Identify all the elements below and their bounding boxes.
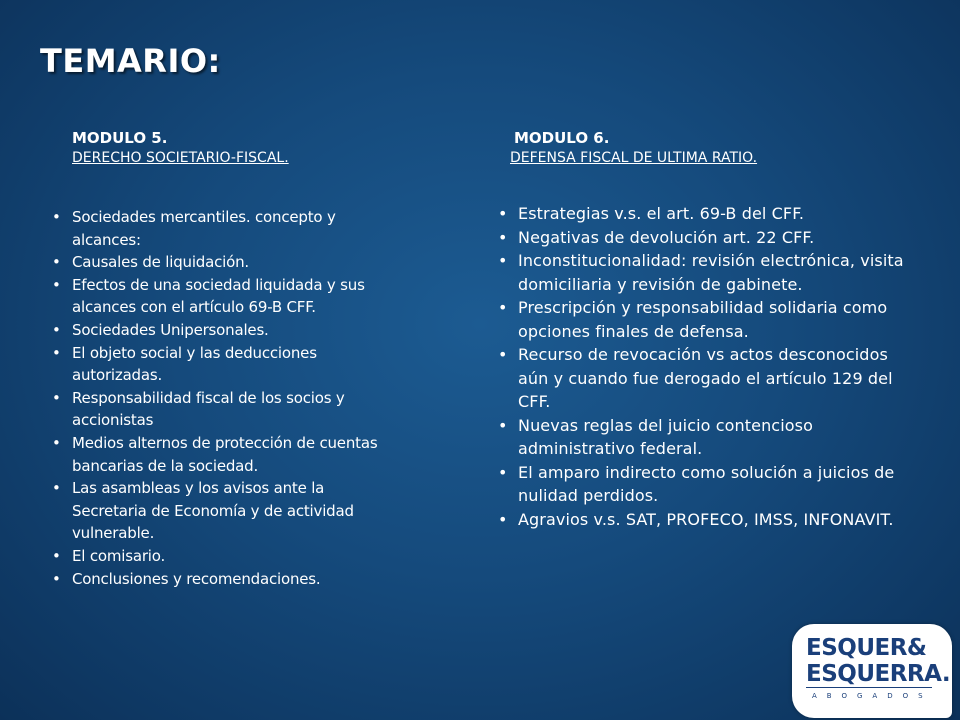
list-item bbox=[498, 461, 908, 508]
module-5-header bbox=[72, 128, 412, 168]
list-item-text: Negativas de devolución art. 22 CFF. bbox=[518, 227, 815, 247]
bullet-icon: • bbox=[52, 433, 61, 452]
logo-tagline: ABOGADOS bbox=[812, 692, 933, 700]
list-item bbox=[52, 342, 392, 387]
list-item-text: Inconstitucionalidad: revisión electrónica, visita domiciliaria y revisión de gabinete. bbox=[518, 251, 904, 294]
list-item bbox=[52, 251, 392, 274]
list-item bbox=[498, 226, 908, 250]
list-item-text: Agravios v.s. SAT, PROFECO, IMSS, INFONAVIT. bbox=[518, 509, 894, 529]
module-5-subtitle: DERECHO SOCIETARIO-FISCAL. bbox=[72, 150, 289, 166]
logo-divider bbox=[806, 687, 932, 688]
module-6-number: MODULO 6. bbox=[514, 129, 610, 147]
module-6-subtitle: DEFENSA FISCAL DE ULTIMA RATIO. bbox=[510, 150, 758, 166]
bullet-icon: • bbox=[498, 204, 508, 223]
bullet-icon: • bbox=[52, 320, 61, 339]
list-item-text: El amparo indirecto como solución a juicios de nulidad perdidos. bbox=[518, 462, 895, 505]
list-item-text: Responsabilidad fiscal de los socios y accionistas bbox=[72, 388, 345, 430]
module-6-header bbox=[512, 128, 912, 168]
bullet-icon: • bbox=[52, 275, 61, 294]
list-item bbox=[498, 202, 908, 226]
list-item bbox=[52, 387, 392, 432]
bullet-icon: • bbox=[498, 345, 508, 364]
bullet-icon: • bbox=[52, 343, 61, 362]
list-item-text: Causales de liquidación. bbox=[72, 253, 249, 272]
list-item-text: Medios alternos de protección de cuentas bancarias de la sociedad. bbox=[72, 433, 378, 475]
list-item bbox=[498, 296, 908, 343]
list-item-text: Nuevas reglas del juicio contencioso administrativo federal. bbox=[518, 415, 813, 458]
list-item-text: Sociedades mercantiles. concepto y alcances: bbox=[72, 208, 336, 249]
list-item-text: Recurso de revocación vs actos desconocidos aún y cuando fue derogado el artículo 129 del CFF. bbox=[518, 345, 893, 411]
list-item-text: Efectos de una sociedad liquidada y sus alcances con el artículo 69-B CFF. bbox=[72, 275, 365, 317]
bullet-icon: • bbox=[498, 298, 508, 317]
list-item bbox=[52, 568, 392, 591]
slide-title: TEMARIO: bbox=[40, 42, 221, 80]
bullet-icon: • bbox=[52, 253, 61, 272]
list-item-text: Prescripción y responsabilidad solidaria como opciones finales de defensa. bbox=[518, 298, 888, 341]
bullet-icon: • bbox=[52, 479, 61, 498]
list-item-text: Estrategias v.s. el art. 69-B del CFF. bbox=[518, 204, 805, 223]
bullet-icon: • bbox=[498, 227, 508, 247]
bullet-icon: • bbox=[52, 208, 61, 226]
list-item-text: El comisario. bbox=[72, 546, 166, 565]
bullet-icon: • bbox=[498, 415, 508, 435]
list-item-text: Las asambleas y los avisos ante la Secretaria de Economía y de actividad vulnerable. bbox=[72, 479, 354, 543]
list-item bbox=[498, 414, 908, 461]
list-item bbox=[498, 508, 908, 532]
bullet-icon: • bbox=[498, 509, 508, 529]
list-item-text: El objeto social y las deducciones autorizadas. bbox=[72, 343, 317, 385]
bullet-icon: • bbox=[52, 569, 61, 588]
list-item bbox=[52, 319, 392, 342]
list-item bbox=[52, 206, 392, 251]
list-item bbox=[52, 432, 392, 477]
list-item bbox=[498, 249, 908, 296]
bullet-icon: • bbox=[52, 388, 61, 407]
list-item-text: Conclusiones y recomendaciones. bbox=[72, 569, 321, 588]
company-logo bbox=[792, 624, 952, 718]
list-item bbox=[52, 274, 392, 319]
list-item-text: Sociedades Unipersonales. bbox=[72, 320, 269, 339]
bullet-icon: • bbox=[498, 462, 508, 482]
list-item bbox=[52, 545, 392, 568]
module-5-number: MODULO 5. bbox=[72, 129, 168, 147]
bullet-icon: • bbox=[52, 546, 61, 565]
bullet-icon: • bbox=[498, 251, 508, 270]
list-item bbox=[498, 343, 908, 414]
module-6-topic-list bbox=[498, 202, 908, 531]
module-5-topic-list bbox=[52, 206, 392, 590]
logo-line-2: ESQUERRA. bbox=[806, 661, 951, 687]
list-item bbox=[52, 477, 392, 545]
logo-line-1: ESQUER& bbox=[806, 635, 927, 661]
